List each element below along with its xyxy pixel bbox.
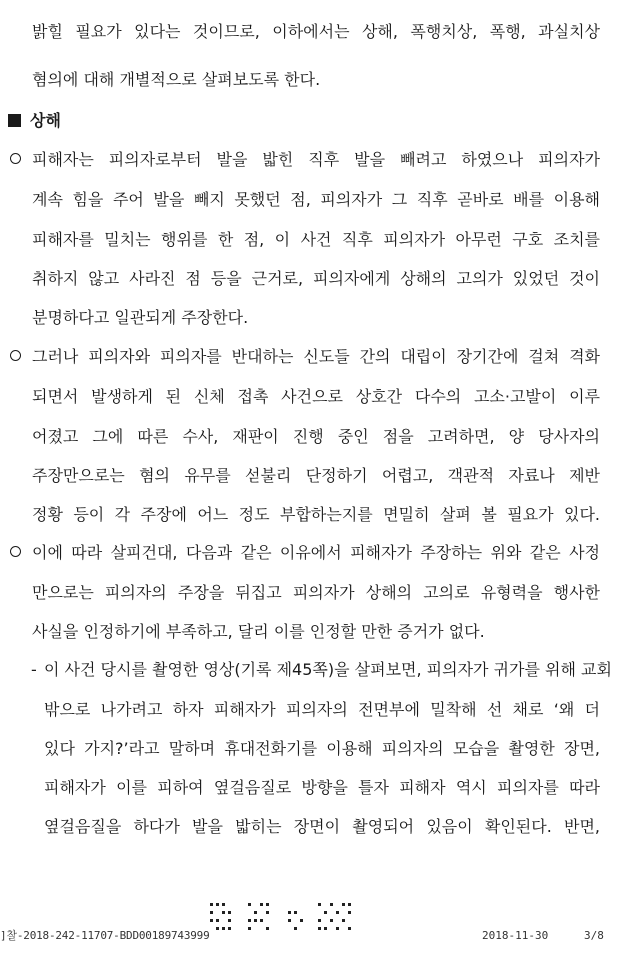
p4-line-3: 있다 가지?’라고 말하며 휴대전화기를 이용해 피의자의 모습을 촬영한 장면, [44, 739, 600, 758]
text-line [0, 690, 629, 730]
p1-line-5: 분명하다고 일관되게 주장한다. [32, 308, 249, 327]
text-line [0, 337, 629, 377]
text-line [0, 807, 629, 847]
text-line [0, 573, 629, 613]
p2-line-3: 어졌고 그에 따른 수사, 재판이 진행 중인 점을 고려하면, 양 당사자의 [32, 427, 600, 446]
section-heading [0, 101, 629, 141]
p4-line-5: 옆걸음질을 하다가 발을 밟히는 장면이 촬영되어 있음이 확인된다. 반면, [44, 817, 600, 836]
text-line [0, 12, 629, 52]
text-line [0, 612, 629, 652]
text-line [0, 60, 629, 100]
p2-line-5: 정황 등이 각 주장에 어느 정도 부합하는지를 면밀히 살펴 볼 필요가 있다. [32, 505, 600, 524]
text-line [0, 180, 629, 220]
p4-line-2: 밖으로 나가려고 하자 피해자가 피의자의 전면부에 밀착해 선 채로 ‘왜 더 [44, 700, 600, 719]
p4-line-4: 피해자가 이를 피하여 옆걸음질로 방향을 틀자 피해자 역시 피의자를 따라 [44, 778, 600, 797]
square-bullet-icon [8, 114, 21, 127]
p2-line-4: 주장만으로는 혐의 유무를 섣불리 단정하기 어렵고, 객관적 자료나 제반 [32, 466, 600, 485]
circle-bullet-icon [10, 153, 21, 164]
p1-line-1: 피해자는 피의자로부터 발을 밟힌 직후 발을 빼려고 하였으나 피의자가 [32, 150, 600, 169]
text-line [0, 456, 629, 496]
p3-line-2: 만으로는 피의자의 주장을 뒤집고 피의자가 상해의 고의로 유형력을 행사한 [32, 583, 600, 602]
p3-line-1: 이에 따라 살피건대, 다음과 같은 이유에서 피해자가 주장하는 위와 같은 사정 [32, 543, 600, 562]
text-line [0, 298, 629, 338]
text-line [0, 259, 629, 299]
text-line [0, 220, 629, 260]
text-line [0, 377, 629, 417]
p2-line-2: 되면서 발생하게 된 신체 접촉 사건으로 상호간 다수의 고소·고발이 이루 [32, 387, 600, 406]
p2-line-1: 그러나 피의자와 피의자를 반대하는 신도들 간의 대립이 장기간에 걸쳐 격화 [32, 347, 600, 366]
text-line [0, 729, 629, 769]
p4-line-1: 이 사건 당시를 촬영한 영상(기록 제45쪽)을 살펴보면, 피의자가 귀가를 위해 교회 [44, 660, 612, 679]
document-date: 2018-11-30 [482, 929, 549, 942]
page-footer [0, 924, 629, 948]
text-line [0, 768, 629, 808]
p1-line-2: 계속 힘을 주어 발을 빼지 못했던 점, 피의자가 그 직후 곧바로 배를 이용해 [32, 190, 600, 209]
page-number: 3/8 [584, 929, 604, 942]
heading-text: 상해 [30, 111, 61, 130]
text-line [0, 417, 629, 457]
circle-bullet-icon [10, 350, 21, 361]
p1-line-4: 취하지 않고 사라진 점 등을 근거로, 피의자에게 상해의 고의가 있었던 것이 [32, 269, 600, 288]
p1-line-3: 피해자를 밀치는 행위를 한 점, 이 사건 직후 피의자가 아무런 구호 조치를 [32, 230, 600, 249]
circle-bullet-icon [10, 546, 21, 557]
text-line [0, 495, 629, 535]
text-line [0, 533, 629, 573]
document-number: ]찰-2018-242-11707-BDD00189743999 [0, 929, 210, 942]
text-line [0, 650, 629, 690]
dash-bullet: - [31, 660, 37, 679]
intro-line-2: 혐의에 대해 개별적으로 살펴보도록 한다. [32, 70, 321, 89]
p3-line-3: 사실을 인정하기에 부족하고, 달리 이를 인정할 만한 증거가 없다. [32, 622, 485, 641]
intro-line-1: 밝힐 필요가 있다는 것이므로, 이하에서는 상해, 폭행치상, 폭행, 과실치상 [32, 22, 600, 41]
text-line [0, 140, 629, 180]
